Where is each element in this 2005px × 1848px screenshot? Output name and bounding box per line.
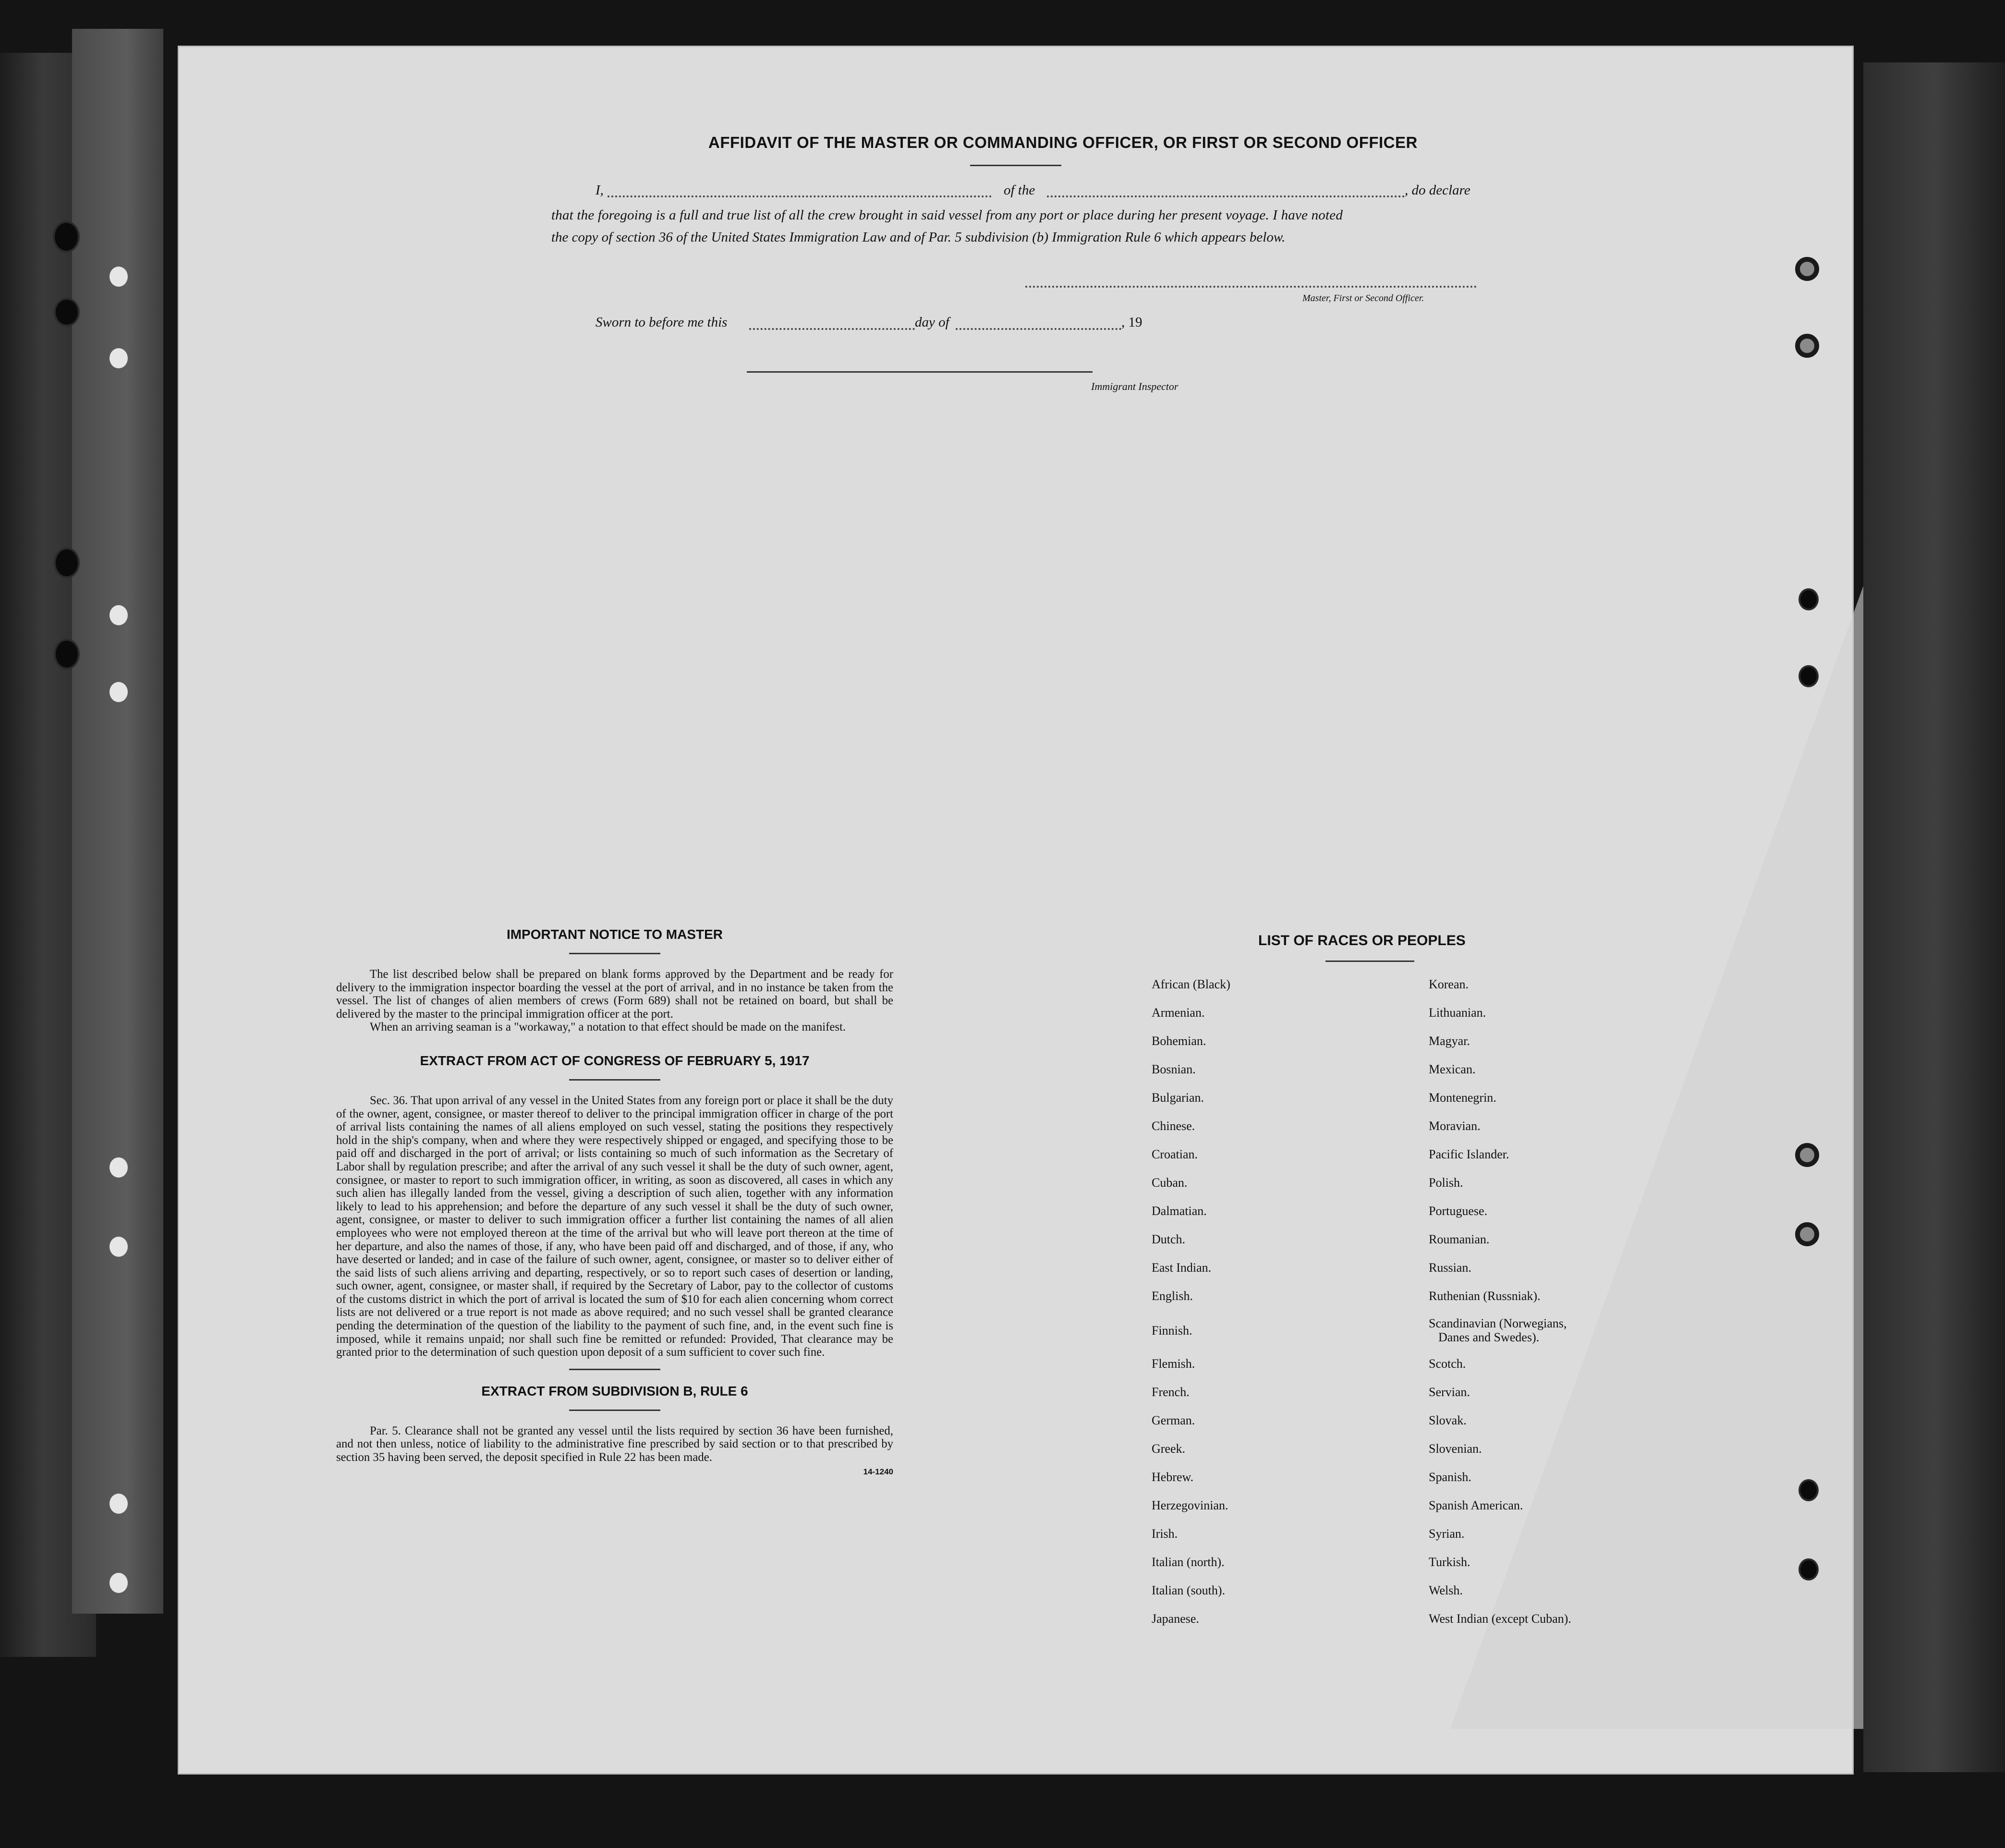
declarant-label: I, bbox=[595, 182, 604, 198]
declaration-line-3: the copy of section 36 of the United States Immigration Law and of Par. 5 subdivision (b) Immigration Rule 6 which appears below. bbox=[551, 230, 1286, 245]
ring-hole bbox=[1798, 1479, 1819, 1501]
sworn-month-field[interactable] bbox=[956, 328, 1121, 330]
rule-extract-text: Par. 5. Clearance shall not be granted any vessel until the lists required by section 36 have been furnished, and not then unless, notice of liability to the administrative fine prescribed by said section or to that prescribed by section 35 having been served, the deposit specified in Rule 22 has been made. bbox=[336, 1424, 893, 1464]
binder-hole bbox=[109, 1157, 128, 1178]
ring-hole bbox=[1798, 1558, 1819, 1581]
race-left-item: Bulgarian. bbox=[1152, 1091, 1204, 1105]
race-right-item: Moravian. bbox=[1429, 1119, 1481, 1133]
title-rule bbox=[970, 165, 1061, 166]
race-right-item: Korean. bbox=[1429, 977, 1469, 991]
sworn-label: Sworn to before me this bbox=[595, 315, 728, 330]
race-right-item: Scotch. bbox=[1429, 1357, 1466, 1371]
race-right-item: Spanish American. bbox=[1429, 1498, 1523, 1512]
binder-hole bbox=[109, 1237, 128, 1257]
day-of-label: day of bbox=[915, 315, 949, 330]
race-right-item: Slovenian. bbox=[1429, 1442, 1482, 1456]
race-left-item: Bohemian. bbox=[1152, 1034, 1206, 1048]
race-right-item: Syrian. bbox=[1429, 1527, 1465, 1541]
declaration-line-2: that the foregoing is a full and true list of all the crew brought in said vessel from any port or place during her present voyage. I have noted bbox=[551, 207, 1343, 223]
vessel-label: of the bbox=[1004, 182, 1035, 198]
binder-hole bbox=[54, 639, 80, 669]
race-left-item: African (Black) bbox=[1152, 977, 1230, 991]
act-extract-title: EXTRACT FROM ACT OF CONGRESS OF FEBRUARY 5, 1917 bbox=[420, 1053, 810, 1068]
race-right-item: Spanish. bbox=[1429, 1470, 1471, 1484]
race-right-item: Magyar. bbox=[1429, 1034, 1470, 1048]
notice-workaway-paragraph: When an arriving seaman is a "workaway," a notation to that effect should be made on the manifest. bbox=[370, 1021, 846, 1034]
race-left-item: Finnish. bbox=[1152, 1324, 1192, 1337]
declarant-name-field[interactable] bbox=[608, 195, 992, 197]
inspector-label: Immigrant Inspector bbox=[1091, 380, 1179, 392]
officer-signature-field[interactable] bbox=[1025, 286, 1477, 288]
binder-hole bbox=[109, 605, 128, 625]
rule-extract-title: EXTRACT FROM SUBDIVISION B, RULE 6 bbox=[481, 1383, 748, 1398]
race-left-item: Armenian. bbox=[1152, 1006, 1205, 1020]
section-rule bbox=[569, 953, 660, 954]
ring-hole bbox=[1795, 1143, 1819, 1167]
race-left-item: East Indian. bbox=[1152, 1261, 1212, 1275]
ring-hole bbox=[1798, 665, 1819, 687]
section-rule bbox=[569, 1369, 660, 1370]
race-right-item: Pacific Islander. bbox=[1429, 1147, 1509, 1161]
ring-hole bbox=[1795, 1222, 1819, 1246]
ring-hole bbox=[1798, 588, 1819, 610]
vessel-name-field[interactable] bbox=[1047, 195, 1405, 197]
race-left-item: Dutch. bbox=[1152, 1232, 1186, 1246]
form-number: 14-1240 bbox=[863, 1467, 893, 1476]
race-left-item: English. bbox=[1152, 1289, 1193, 1303]
race-left-item: Italian (south). bbox=[1152, 1583, 1226, 1597]
notice-column bbox=[336, 927, 893, 1477]
binder-hole bbox=[109, 1494, 128, 1514]
binder-hole bbox=[54, 298, 80, 327]
binder-hole bbox=[53, 221, 80, 253]
race-right-item: Montenegrin. bbox=[1429, 1091, 1496, 1105]
race-left-item: Japanese. bbox=[1152, 1612, 1199, 1626]
notice-paragraph: The list described below shall be prepared on blank forms approved by the Department and be ready for delivery to the immigration inspector boarding the vessel at the port of arrival, and in no instance be taken from the vessel. The list of changes of alien members of crews (Form 689) shall not be retained on board, but shall be delivered by the master to the principal immigration officer at the port. bbox=[336, 968, 893, 1021]
year-label: , 19 bbox=[1121, 315, 1142, 330]
race-left-item: Greek. bbox=[1152, 1442, 1186, 1456]
race-left-item: Bosnian. bbox=[1152, 1062, 1196, 1076]
race-left-item: French. bbox=[1152, 1385, 1190, 1399]
race-left-item: Cuban. bbox=[1152, 1176, 1188, 1190]
race-right-item: Lithuanian. bbox=[1429, 1006, 1486, 1020]
inspector-signature-field[interactable] bbox=[747, 371, 1093, 373]
section-rule bbox=[569, 1410, 660, 1411]
race-left-item: Dalmatian. bbox=[1152, 1204, 1207, 1218]
ring-hole bbox=[1795, 257, 1819, 281]
ring-hole bbox=[1795, 334, 1819, 358]
race-right-item: Servian. bbox=[1429, 1385, 1470, 1399]
race-left-item: Hebrew. bbox=[1152, 1470, 1194, 1484]
declare-text: , do declare bbox=[1405, 182, 1470, 198]
race-right-item: Welsh. bbox=[1429, 1583, 1463, 1597]
binder-hole bbox=[54, 547, 80, 578]
section-rule bbox=[1325, 960, 1414, 962]
sworn-day-field[interactable] bbox=[749, 328, 915, 330]
binder-hole bbox=[109, 682, 128, 702]
race-right-item: Russian. bbox=[1429, 1261, 1471, 1275]
binder-hole bbox=[109, 1573, 128, 1593]
race-right-item: Turkish. bbox=[1429, 1555, 1470, 1569]
section-rule bbox=[569, 1079, 660, 1081]
race-left-item: Italian (north). bbox=[1152, 1555, 1225, 1569]
race-left-item: Irish. bbox=[1152, 1527, 1178, 1541]
race-left-item: Flemish. bbox=[1152, 1357, 1195, 1371]
binder-hole bbox=[109, 348, 128, 368]
act-extract-text: Sec. 36. That upon arrival of any vessel in the United States from any foreign port or place it shall be the duty of the owner, agent, consignee, or master thereof to deliver to the principal immigration officer in charge of the port of arrival lists containing the names of all aliens employed on such vessel, stating the positions they respectively hold in the ship's company, when and where they were respectively shipped or engaged, and specifying those to be paid off and discharged in the port of arrival; or lists containing so much of such information as the Secretary of Labor shall by regulation prescribe; and after the arrival of any such vessel it shall be the duty of such owner, agent, consignee, or master to report to such immigration officer, in writing, as soon as discovered, all cases in which any such alien has illegally landed from the vessel, giving a description of such alien, together with any information likely to lead to his apprehension; and before the departure of any such vessel it shall be the duty of such owner, agent, consignee, or master to deliver to such immigration officer a further list containing the names of all alien employees who were not employed thereon at the time of the arrival but who will leave port thereon at the time of her departure, and also the names of those, if any, who have been paid off and discharged, and of those, if any, who have deserted or landed; and in case of the failure of such owner, agent, consignee, or master so to deliver either of the said lists of such aliens arriving and departing, respectively, or so to report such cases of desertion or landing, such owner, agent, consignee, or master shall, if required by the Secretary of Labor, pay to the collector of customs of the customs district in which the port of arrival is located the sum of $10 for each alien concerning whom correct lists are not delivered or a true report is not made as above required; and no such vessel shall be granted clearance pending the determination of the question of the liability to the payment of such fine, and, in the event such fine is imposed, while it remains unpaid; nor shall such fine be remitted or refunded: Provided, That clearance may be granted prior to the determination of such question upon deposit of a sum sufficient to cover such fine. bbox=[336, 1094, 893, 1359]
race-right-item: Danes and Swedes). bbox=[1438, 1330, 1540, 1344]
races-title: LIST OF RACES OR PEOPLES bbox=[1258, 933, 1466, 948]
binder-hole bbox=[109, 267, 128, 287]
race-right-item: Portuguese. bbox=[1429, 1204, 1488, 1218]
race-right-item: Slovak. bbox=[1429, 1413, 1467, 1427]
race-left-item: Herzegovinian. bbox=[1152, 1498, 1228, 1512]
race-left-item: Croatian. bbox=[1152, 1147, 1198, 1161]
race-right-item: Ruthenian (Russniak). bbox=[1429, 1289, 1541, 1303]
race-right-item: Mexican. bbox=[1429, 1062, 1476, 1076]
race-right-item: West Indian (except Cuban). bbox=[1429, 1612, 1571, 1626]
affidavit-title: AFFIDAVIT OF THE MASTER OR COMMANDING OFFICER, OR FIRST OR SECOND OFFICER bbox=[708, 134, 1418, 151]
race-left-item: German. bbox=[1152, 1413, 1195, 1427]
race-left-item: Chinese. bbox=[1152, 1119, 1195, 1133]
signature-label: Master, First or Second Officer. bbox=[1302, 293, 1424, 304]
right-binder-strip bbox=[1863, 62, 2005, 1772]
race-right-item: Roumanian. bbox=[1429, 1232, 1490, 1246]
race-right-item: Scandinavian (Norwegians, bbox=[1429, 1316, 1567, 1330]
notice-title: IMPORTANT NOTICE TO MASTER bbox=[506, 927, 723, 942]
race-right-item: Polish. bbox=[1429, 1176, 1463, 1190]
